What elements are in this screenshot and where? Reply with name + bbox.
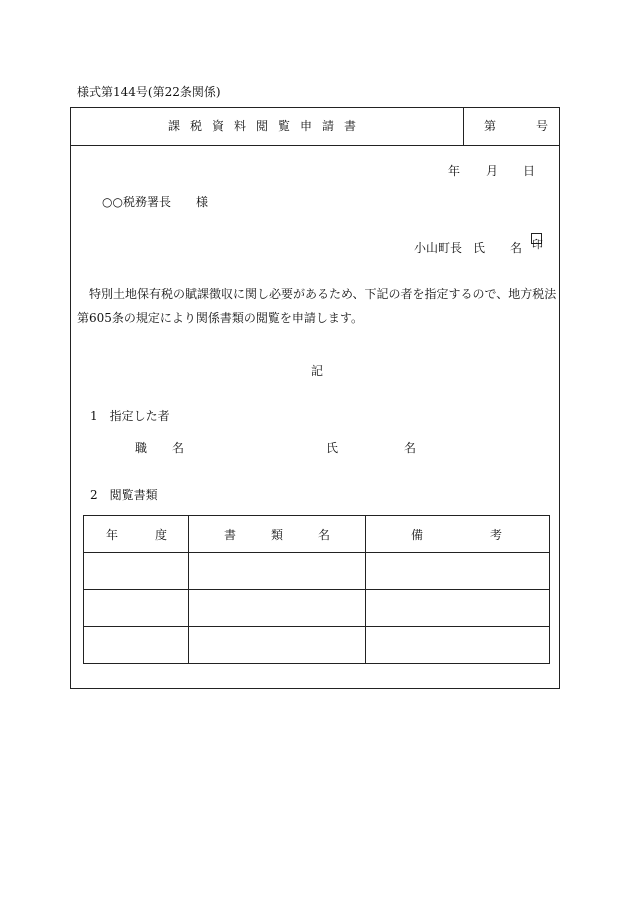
number-label-go: 号 [536,119,549,133]
applicant-name-shi: 氏 [473,241,486,255]
section1-heading: 1 指定した者 [90,409,170,423]
form-title: 課税資料閲覧申請書 [167,119,366,133]
table-row [84,553,550,590]
cell-remarks[interactable] [366,553,550,590]
applicant-name-mei: 名 [510,241,523,255]
table-header-row [84,516,550,553]
cell-remarks[interactable] [366,590,550,627]
ki-heading: 記 [311,364,324,378]
form-header-row [71,108,559,146]
addressee-honorific: 様 [196,195,209,209]
position-label-mei: 名 [172,441,185,455]
addressee-name: ○○税務署長 [102,195,171,209]
cell-year[interactable] [84,590,189,627]
seal-mark: 印 [532,238,543,251]
body-text-line1: 特別土地保有税の賦課徴収に関し必要があるため、下記の者を指定するので、地方税法 [89,287,557,301]
col-header-remarks: 備 考 [366,516,550,553]
person-label-mei: 名 [404,441,417,455]
cell-year[interactable] [84,627,189,664]
col-header-year: 年 度 [84,516,189,553]
section2-heading: 2 閲覧書類 [90,488,158,502]
body-text-line2: 第605条の規定により関係書類の閲覧を申請します。 [77,311,363,325]
date-year[interactable]: 年 [448,164,461,178]
table-row [84,627,550,664]
cell-remarks[interactable] [366,627,550,664]
position-label-shoku: 職 [135,441,148,455]
col-header-document-name: 書 類 名 [189,516,366,553]
date-day[interactable]: 日 [523,164,536,178]
number-label-dai: 第 [484,119,497,133]
cell-document-name[interactable] [189,627,366,664]
cell-document-name[interactable] [189,590,366,627]
person-label-shi: 氏 [326,441,339,455]
cell-document-name[interactable] [189,553,366,590]
applicant-title: 小山町長 [414,241,463,255]
form-number: 様式第144号(第22条関係) [77,85,221,99]
cell-year[interactable] [84,553,189,590]
document-number-box[interactable] [464,108,560,145]
date-month[interactable]: 月 [486,164,499,178]
table-row [84,590,550,627]
documents-table [83,515,550,664]
